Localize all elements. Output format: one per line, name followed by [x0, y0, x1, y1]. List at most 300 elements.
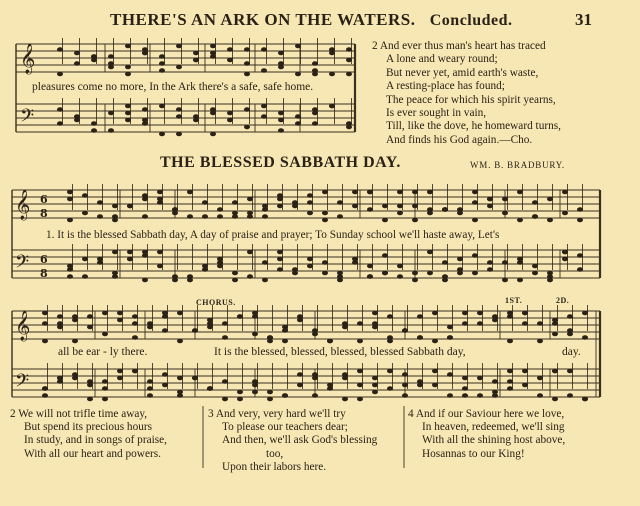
note-head	[507, 315, 512, 319]
note-head	[125, 65, 130, 69]
note-head	[312, 376, 317, 380]
note-head	[207, 325, 212, 329]
note-head	[42, 339, 47, 343]
note-head	[117, 369, 122, 373]
note-head	[352, 204, 357, 208]
note-head	[262, 204, 267, 208]
staff-ark-treble	[16, 44, 355, 72]
note-head	[517, 257, 522, 261]
note-head	[207, 387, 212, 391]
note-head	[202, 215, 207, 219]
note-head	[232, 201, 237, 205]
note-head	[537, 376, 542, 380]
note-head	[91, 58, 96, 62]
note-head	[502, 211, 507, 215]
note-head	[387, 315, 392, 319]
note-head	[82, 211, 87, 215]
note-head	[176, 44, 181, 48]
verse-line: The peace for which his spirit yearns,	[386, 93, 556, 106]
note-head	[295, 122, 300, 126]
note-head	[278, 118, 283, 122]
note-head	[367, 275, 372, 279]
note-head	[346, 122, 351, 126]
note-head	[162, 329, 167, 333]
note-head	[387, 339, 392, 343]
note-head	[402, 394, 407, 398]
note-head	[176, 108, 181, 112]
note-head	[457, 271, 462, 275]
verse-line: But spend its precious hours	[24, 421, 153, 434]
note-head	[102, 311, 107, 315]
note-head	[417, 315, 422, 319]
note-head	[382, 254, 387, 258]
note-head	[237, 397, 242, 401]
verse-line: But never yet, amid earth's waste,	[386, 66, 539, 79]
note-head	[57, 122, 62, 126]
note-head	[278, 51, 283, 55]
note-head	[517, 218, 522, 222]
note-head	[402, 329, 407, 333]
note-head	[132, 369, 137, 373]
note-head	[412, 190, 417, 194]
note-head	[142, 215, 147, 219]
note-head	[210, 44, 215, 48]
note-head	[477, 394, 482, 398]
note-head	[159, 104, 164, 108]
note-head	[67, 190, 72, 194]
note-head	[172, 275, 177, 279]
note-head	[227, 48, 232, 52]
verse-line: A resting-place has found;	[386, 80, 505, 93]
sabbath-lyric-line-2a: all be ear - ly there.	[58, 346, 148, 358]
note-head	[462, 311, 467, 315]
note-head	[562, 250, 567, 254]
note-head	[142, 108, 147, 112]
note-head	[222, 336, 227, 340]
bass-clef-icon: 𝄢	[15, 252, 30, 277]
note-head	[295, 72, 300, 76]
note-head	[177, 339, 182, 343]
note-head	[367, 190, 372, 194]
note-head	[192, 376, 197, 380]
note-head	[210, 132, 215, 136]
sabbath-lyric-line-1: 1. It is the blessed Sabbath day, A day of praise and prayer; To Sunday school we'll haste away, Let's	[46, 229, 500, 241]
note-head	[202, 201, 207, 205]
note-head	[72, 315, 77, 319]
note-head	[232, 278, 237, 282]
note-head	[477, 311, 482, 315]
note-head	[547, 278, 552, 282]
note-head	[487, 268, 492, 272]
note-head	[108, 129, 113, 133]
note-head	[262, 215, 267, 219]
note-head	[262, 278, 267, 282]
note-head	[157, 190, 162, 194]
note-head	[552, 318, 557, 322]
note-head	[117, 376, 122, 380]
note-head	[82, 257, 87, 261]
note-head	[372, 383, 377, 387]
note-head	[382, 271, 387, 275]
note-head	[277, 268, 282, 272]
note-head	[312, 122, 317, 126]
note-head	[297, 383, 302, 387]
note-head	[532, 201, 537, 205]
note-head	[261, 115, 266, 119]
note-head	[462, 387, 467, 391]
note-head	[307, 211, 312, 215]
note-head	[125, 118, 130, 122]
note-head	[346, 58, 351, 62]
note-head	[412, 218, 417, 222]
note-head	[187, 215, 192, 219]
note-head	[127, 257, 132, 261]
note-head	[282, 394, 287, 398]
note-head	[502, 197, 507, 201]
note-head	[42, 311, 47, 315]
note-head	[217, 215, 222, 219]
note-head	[112, 250, 117, 254]
note-head	[57, 376, 62, 380]
note-head	[577, 254, 582, 258]
note-head	[402, 383, 407, 387]
note-head	[57, 108, 62, 112]
time-signature-6: 6	[40, 193, 48, 206]
note-head	[57, 325, 62, 329]
note-head	[267, 397, 272, 401]
note-head	[187, 190, 192, 194]
note-head	[577, 208, 582, 212]
note-head	[87, 315, 92, 319]
note-head	[342, 322, 347, 326]
note-head	[562, 190, 567, 194]
note-head	[159, 55, 164, 59]
note-head	[562, 211, 567, 215]
note-head	[295, 115, 300, 119]
verse-line: In study, and in songs of praise,	[24, 434, 167, 447]
note-head	[472, 190, 477, 194]
note-head	[247, 215, 252, 219]
note-head	[247, 197, 252, 201]
note-head	[142, 254, 147, 258]
note-head	[244, 62, 249, 66]
note-head	[507, 369, 512, 373]
note-head	[282, 325, 287, 329]
note-head	[252, 380, 257, 384]
note-head	[307, 264, 312, 268]
note-head	[397, 211, 402, 215]
note-head	[237, 390, 242, 394]
note-head	[447, 336, 452, 340]
note-head	[532, 264, 537, 268]
note-head	[357, 397, 362, 401]
verse-line: Hosannas to our King!	[422, 447, 525, 460]
note-head	[427, 190, 432, 194]
note-head	[547, 197, 552, 201]
note-head	[202, 268, 207, 272]
note-head	[522, 369, 527, 373]
note-head	[492, 318, 497, 322]
note-head	[457, 257, 462, 261]
note-head	[87, 380, 92, 384]
note-head	[176, 132, 181, 136]
note-head	[97, 215, 102, 219]
page-header	[110, 10, 513, 30]
note-head	[322, 261, 327, 265]
note-head	[267, 390, 272, 394]
note-head	[352, 190, 357, 194]
note-head	[462, 322, 467, 326]
verse-line: Upon their labors here.	[222, 460, 327, 473]
note-head	[472, 218, 477, 222]
note-head	[329, 51, 334, 55]
sabbath-verse-2	[10, 408, 167, 461]
note-head	[307, 194, 312, 198]
note-head	[74, 118, 79, 122]
note-head	[432, 369, 437, 373]
note-head	[442, 208, 447, 212]
note-head	[97, 201, 102, 205]
note-head	[193, 51, 198, 55]
note-head	[582, 311, 587, 315]
note-head	[192, 329, 197, 333]
note-head	[297, 373, 302, 377]
note-head	[307, 257, 312, 261]
note-head	[112, 204, 117, 208]
note-head	[227, 118, 232, 122]
note-head	[193, 118, 198, 122]
note-head	[427, 250, 432, 254]
note-head	[532, 271, 537, 275]
note-head	[247, 275, 252, 279]
note-head	[222, 322, 227, 326]
note-head	[112, 271, 117, 275]
note-head	[442, 261, 447, 265]
note-head	[117, 311, 122, 315]
note-head	[176, 115, 181, 119]
note-head	[372, 322, 377, 326]
note-head	[232, 215, 237, 219]
note-head	[177, 311, 182, 315]
song-title-ark: THERE'S AN ARK ON THE WATERS.	[110, 10, 416, 29]
note-head	[132, 322, 137, 326]
note-head	[397, 204, 402, 208]
note-head	[472, 271, 477, 275]
note-head	[382, 218, 387, 222]
note-head	[427, 208, 432, 212]
note-head	[108, 55, 113, 59]
bass-clef-icon: 𝄢	[15, 371, 30, 396]
note-head	[97, 257, 102, 261]
note-head	[252, 315, 257, 319]
note-head	[547, 218, 552, 222]
note-head	[157, 201, 162, 205]
note-head	[57, 48, 62, 52]
note-head	[278, 111, 283, 115]
note-head	[522, 383, 527, 387]
verse-line: 3 And very, very hard we'll try	[208, 408, 346, 420]
note-head	[577, 268, 582, 272]
page-number: 31	[575, 10, 592, 29]
note-head	[295, 44, 300, 48]
note-head	[352, 257, 357, 261]
note-head	[210, 51, 215, 55]
note-head	[357, 322, 362, 326]
verse-line: 4 And if our Saviour here we love,	[408, 408, 565, 420]
note-head	[147, 322, 152, 326]
verse-line: To please our teachers dear;	[222, 421, 348, 434]
note-head	[261, 48, 266, 52]
note-head	[582, 336, 587, 340]
note-head	[227, 58, 232, 62]
note-head	[244, 108, 249, 112]
note-head	[507, 339, 512, 343]
note-head	[292, 268, 297, 272]
note-head	[552, 397, 557, 401]
note-head	[193, 58, 198, 62]
note-head	[74, 62, 79, 66]
note-head	[57, 315, 62, 319]
note-head	[312, 111, 317, 115]
note-head	[147, 394, 152, 398]
note-head	[582, 397, 587, 401]
note-head	[72, 339, 77, 343]
note-head	[125, 104, 130, 108]
sabbath-lyric-line-2b: It is the blessed, blessed, blessed, blessed Sabbath day,	[214, 346, 466, 358]
note-head	[142, 118, 147, 122]
concluded-label: Concluded.	[429, 12, 513, 29]
note-head	[172, 211, 177, 215]
note-head	[517, 278, 522, 282]
note-head	[277, 204, 282, 208]
note-head	[244, 48, 249, 52]
time-signature-8: 8	[40, 207, 48, 220]
note-head	[112, 218, 117, 222]
staff-ark-bass	[16, 104, 355, 132]
note-head	[337, 275, 342, 279]
note-head	[177, 394, 182, 398]
note-head	[91, 122, 96, 126]
note-head	[552, 332, 557, 336]
note-head	[142, 278, 147, 282]
note-head	[367, 208, 372, 212]
note-head	[222, 397, 227, 401]
note-head	[42, 322, 47, 326]
note-head	[217, 257, 222, 261]
note-head	[387, 369, 392, 373]
note-head	[487, 197, 492, 201]
note-head	[507, 380, 512, 384]
note-head	[477, 322, 482, 326]
note-head	[127, 250, 132, 254]
verse-line: Is ever sought in vain,	[386, 107, 487, 120]
note-head	[67, 275, 72, 279]
note-head	[357, 383, 362, 387]
sabbath-verse-3	[208, 408, 377, 474]
note-head	[292, 204, 297, 208]
note-head	[162, 373, 167, 377]
note-head	[282, 339, 287, 343]
note-head	[217, 208, 222, 212]
note-head	[87, 397, 92, 401]
verse-line: A lone and weary round;	[386, 53, 498, 66]
bass-clef-icon: 𝄢	[20, 106, 35, 131]
note-head	[108, 111, 113, 115]
verse-line: In heaven, redeemed, we'll sing	[422, 421, 565, 434]
note-head	[337, 201, 342, 205]
note-head	[157, 264, 162, 268]
verse-line: 2 We will not trifle time away,	[10, 408, 148, 420]
note-head	[367, 264, 372, 268]
note-head	[277, 257, 282, 261]
note-head	[382, 204, 387, 208]
note-head	[159, 132, 164, 136]
note-head	[397, 275, 402, 279]
note-head	[537, 339, 542, 343]
note-head	[462, 376, 467, 380]
note-head	[517, 190, 522, 194]
note-head	[102, 332, 107, 336]
time-signature-8: 8	[40, 267, 48, 280]
note-head	[67, 264, 72, 268]
note-head	[492, 380, 497, 384]
note-head	[322, 190, 327, 194]
note-head	[125, 72, 130, 76]
note-head	[346, 48, 351, 52]
verse-line: And finds his God again.—Cho.	[386, 133, 533, 146]
note-head	[447, 373, 452, 377]
note-head	[222, 380, 227, 384]
note-head	[82, 275, 87, 279]
note-head	[162, 383, 167, 387]
note-head	[567, 329, 572, 333]
note-head	[567, 394, 572, 398]
note-head	[87, 325, 92, 329]
note-head	[312, 62, 317, 66]
note-head	[412, 271, 417, 275]
note-head	[342, 397, 347, 401]
note-head	[244, 125, 249, 129]
note-head	[432, 339, 437, 343]
note-head	[42, 394, 47, 398]
note-head	[442, 275, 447, 279]
note-head	[477, 376, 482, 380]
note-head	[397, 264, 402, 268]
first-ending-label: 1ST.	[505, 296, 523, 305]
note-head	[278, 65, 283, 69]
note-head	[472, 201, 477, 205]
note-head	[552, 369, 557, 373]
note-head	[187, 278, 192, 282]
note-head	[132, 315, 137, 319]
note-head	[462, 394, 467, 398]
note-head	[277, 194, 282, 198]
verse-line: With all the shining host above,	[422, 434, 566, 447]
song-title-sabbath: THE BLESSED SABBATH DAY.	[160, 154, 401, 171]
note-head	[42, 387, 47, 391]
note-head	[142, 194, 147, 198]
treble-clef-icon: 𝄞	[15, 190, 31, 220]
note-head	[487, 204, 492, 208]
note-head	[322, 271, 327, 275]
note-head	[522, 311, 527, 315]
note-head	[567, 315, 572, 319]
note-head	[262, 261, 267, 265]
note-head	[427, 271, 432, 275]
verse-line: With all our heart and powers.	[24, 447, 161, 460]
verse-line: 2 And ever thus man's heart has traced	[372, 40, 546, 52]
note-head	[417, 336, 422, 340]
